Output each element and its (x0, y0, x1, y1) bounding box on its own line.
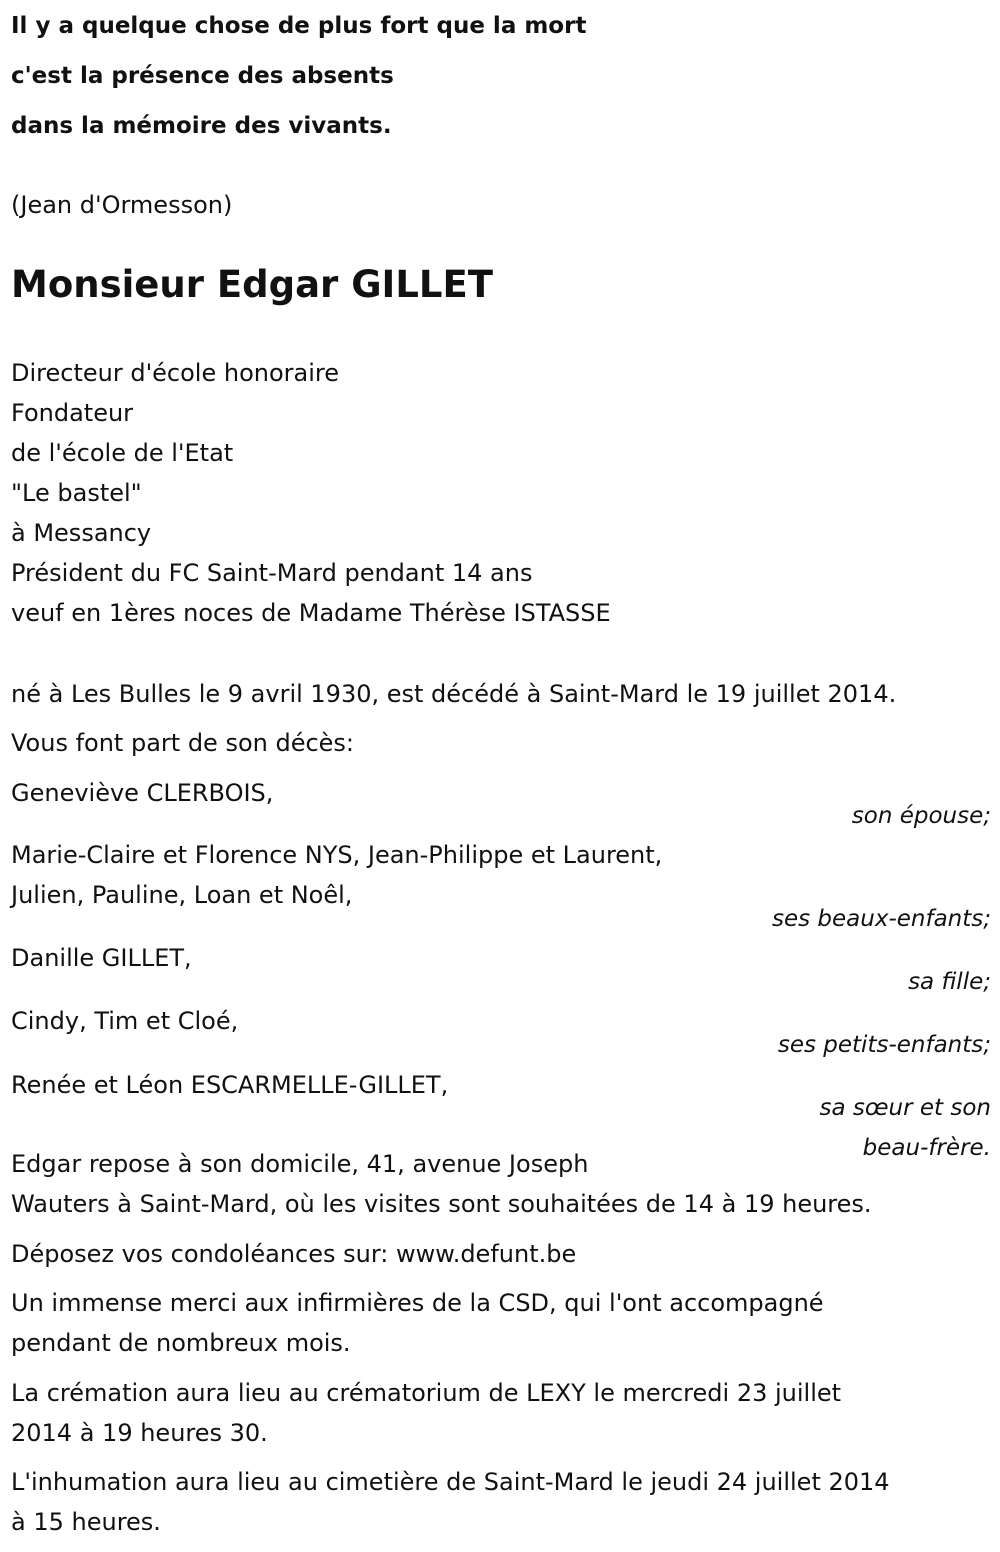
quote-line: dans la mémoire des vivants. (11, 113, 392, 139)
thanks-text: Un immense merci aux infirmières de la CSD, qui l'ont accompagné (11, 1289, 824, 1317)
family-names: Marie-Claire et Florence NYS, Jean-Philippe et Laurent, (11, 841, 663, 869)
deceased-title: Directeur d'école honoraire (11, 359, 340, 387)
burial-text: à 15 heures. (11, 1508, 161, 1536)
deceased-title: Fondateur (11, 399, 134, 427)
repose-text: Wauters à Saint-Mard, où les visites sont souhaitées de 14 à 19 heures. (11, 1190, 872, 1218)
deceased-title: à Messancy (11, 519, 152, 547)
condolences-text: Déposez vos condoléances sur: www.defunt.be (11, 1240, 577, 1268)
family-relation: son épouse; (851, 803, 991, 829)
family-names: Danille GILLET, (11, 944, 192, 972)
burial-text: L'inhumation aura lieu au cimetière de Saint-Mard le jeudi 24 juillet 2014 (11, 1468, 890, 1496)
cremation-text: La crémation aura lieu au crématorium de LEXY le mercredi 23 juillet (11, 1379, 842, 1407)
family-names: Julien, Pauline, Loan et Noêl, (11, 881, 353, 909)
deceased-name: Monsieur Edgar GILLET (11, 263, 493, 306)
family-relation: beau-frère. (862, 1135, 991, 1161)
family-relation: sa sœur et son (819, 1095, 991, 1121)
family-names: Renée et Léon ESCARMELLE-GILLET, (11, 1071, 449, 1099)
deceased-title: Président du FC Saint-Mard pendant 14 ans (11, 559, 533, 587)
deceased-title: de l'école de l'Etat (11, 439, 234, 467)
quote-line: Il y a quelque chose de plus fort que la mort (11, 13, 587, 39)
quote-line: c'est la présence des absents (11, 63, 394, 89)
family-relation: ses beaux-enfants; (771, 906, 991, 932)
announcement: Vous font part de son décès: (11, 729, 355, 757)
quote-author: (Jean d'Ormesson) (11, 191, 233, 219)
deceased-title: veuf en 1ères noces de Madame Thérèse ISTASSE (11, 599, 611, 627)
family-relation: sa fille; (908, 969, 991, 995)
deceased-title: "Le bastel" (11, 479, 142, 507)
family-relation: ses petits-enfants; (777, 1032, 991, 1058)
family-names: Cindy, Tim et Cloé, (11, 1007, 239, 1035)
thanks-text: pendant de nombreux mois. (11, 1329, 351, 1357)
family-names: Geneviève CLERBOIS, (11, 779, 274, 807)
cremation-text: 2014 à 19 heures 30. (11, 1419, 268, 1447)
repose-text: Edgar repose à son domicile, 41, avenue Joseph (11, 1150, 589, 1178)
birth-death-line: né à Les Bulles le 9 avril 1930, est décédé à Saint-Mard le 19 juillet 2014. (11, 680, 897, 708)
